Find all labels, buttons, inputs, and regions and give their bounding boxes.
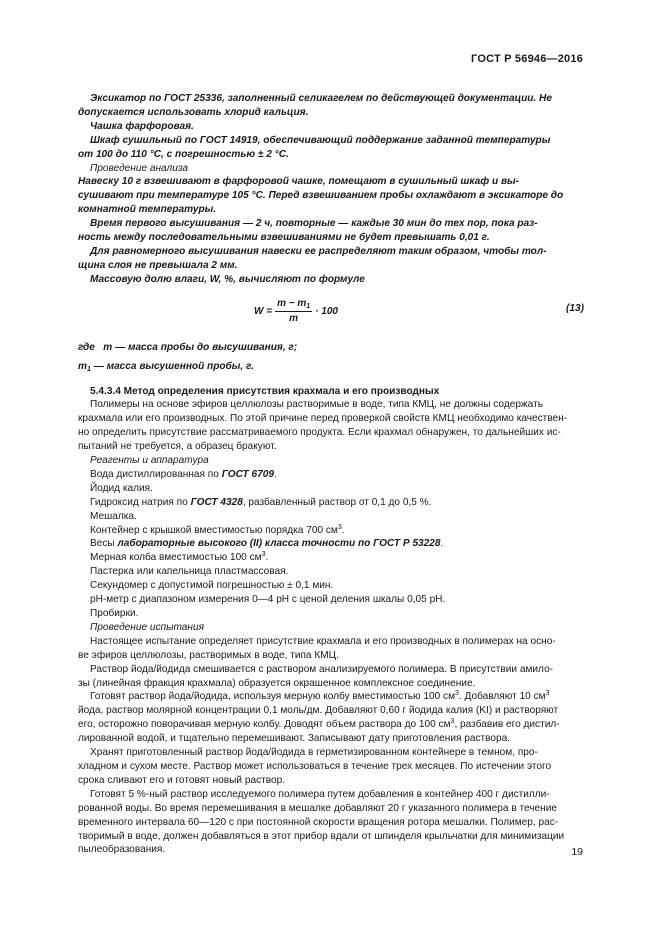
reagent-text: Контейнер с крышкой вместимостью порядка 700 см: [90, 524, 338, 536]
text-line: Полимеры на основе эфиров целлюлозы растворимые в воде, типа КМЦ, не должны содержать: [90, 399, 543, 411]
text-line: крахмала или его производных. По этой причине перед проверкой свойств КМЦ необходимо качествен-: [78, 413, 568, 425]
reagent-item: Пастерка или капельница пластмассовая.: [90, 566, 289, 578]
starch-method-section: [78, 385, 584, 858]
text-line: щина слоя не превышала 2 мм.: [78, 259, 238, 271]
reagent-item: рН-метр с диапазоном измерения 0—4 рН с ценой деления шкалы 0,05 рН.: [90, 594, 446, 606]
formula-multiplier: · 100: [315, 305, 338, 317]
numerator-text: m − m: [277, 298, 307, 310]
text-span: Готовят раствор йода/йодида, используя мерную колбу вместимостью 100 см: [90, 691, 456, 703]
page-number: 19: [571, 846, 583, 858]
formula-lhs: W =: [254, 305, 273, 317]
text-line: но определить присутствие рассматриваемого продукта. Если крахмал обнаружен, то дальнейших ис-: [78, 427, 561, 439]
reagent-item: [78, 496, 584, 510]
reagent-item: [78, 551, 584, 565]
reagent-item: Мешалка.: [90, 510, 137, 522]
reagent-item: Пробирки.: [90, 608, 139, 619]
reagent-text: Вода дистиллированная по: [90, 468, 222, 480]
text-line: Раствор йода/йодида смешивается с раствором анализируемого полимера. В присутствии амило-: [90, 663, 554, 675]
text-line: хладном и сухом месте. Раствор может использоваться в течение трех месяцев. По истечении этого: [78, 760, 552, 772]
legend-m: [78, 341, 584, 355]
text-line: пылеобразования.: [78, 844, 166, 856]
text-line: [78, 718, 584, 732]
moisture-method-block: [78, 92, 584, 287]
text-line: лированной водой, и тщательно перемешивают. Записывают дату приготовления раствора.: [78, 733, 511, 745]
page-content: [78, 92, 584, 857]
text-line: йода, раствор молярной концентрации 0,1 моль/дм. Добавляют 0,60 г йодида калия (KI) и растворяют: [78, 705, 559, 717]
reagent-punct: .: [265, 552, 269, 564]
subheading-analysis: Проведение анализа: [90, 162, 189, 174]
reagent-standard: лабораторные высокого (II) класса точности по ГОСТ Р 53228: [117, 538, 441, 550]
text-line: Хранят приготовленный раствор йода/йодида в герметизированном контейнере в темном, про-: [90, 747, 538, 759]
reagent-item: Секундомер с допустимой погрешностью ± 0,1 мин.: [90, 580, 334, 592]
reagent-text: , разбавленный раствор от 0,1 до 0,5 %.: [242, 496, 432, 508]
reagent-standard: ГОСТ 4328: [190, 496, 243, 508]
legend-description: — масса пробы до высушивания, г;: [115, 341, 298, 353]
reagent-item: [78, 524, 584, 538]
text-line: от 100 до 110 °С, с погрешностью ± 2 °С.: [78, 148, 289, 160]
reagent-item: [78, 537, 584, 551]
subheading-test: Проведение испытания: [90, 621, 204, 633]
legend-description: — масса высушенной пробы, г.: [93, 360, 255, 372]
text-span: , разбавив его дистил-: [454, 719, 560, 731]
superscript: 3: [337, 523, 342, 531]
legend-label: где: [78, 341, 95, 353]
text-line: Шкаф сушильный по ГОСТ 14919, обеспечивающий поддержание заданной температуры: [90, 134, 551, 146]
text-line: зы (линейная фракция крахмала) образуется окрашенное комплексное соединение.: [78, 677, 476, 689]
moisture-formula: [254, 295, 338, 329]
text-span: . Добавляют 10 см: [458, 691, 546, 703]
text-line: ве эфиров целлюлозы, растворимых в воде, типа КМЦ.: [78, 649, 339, 661]
reagent-punct: .: [341, 524, 345, 536]
text-line: пытаний не требуется, а образец бракуют.: [78, 441, 277, 453]
text-line: Навеску 10 г взвешивают в фарфоровой чашке, помещают в сушильный шкаф и вы-: [78, 176, 520, 188]
formula-denominator: m: [289, 313, 299, 325]
legend-symbol: m: [78, 360, 87, 372]
reagent-punct: .: [273, 468, 277, 480]
section-title: 5.4.3.4 Метод определения присутствия крахмала и его производных: [90, 385, 440, 397]
text-line: [78, 690, 584, 704]
legend-subscript: 1: [86, 365, 91, 373]
text-line: временного интервала 60—120 с при постоянной скорости вращения ротора мешалки. Полимер, рас-: [78, 816, 559, 828]
formula-fraction: [275, 298, 312, 325]
legend-m1: [78, 360, 584, 374]
text-line: рованной воды. Во время перемешивания в мешалке добавляют 20 г указанного полимера в течение: [78, 802, 557, 814]
reagent-text: Мерная колба вместимостью 100 см: [90, 552, 262, 564]
text-line: допускается использовать хлорид кальция.: [78, 106, 309, 118]
text-line: Время первого высушивания — 2 ч, повторные — каждые 30 мин до тех пор, пока раз-: [90, 218, 538, 230]
superscript: 3: [545, 690, 550, 698]
subheading-reagents: Реагенты и аппаратура: [90, 455, 209, 467]
text-line: Готовят 5 %-ный раствор исследуемого полимера путем добавления в контейнер 400 г дистилли-: [90, 788, 550, 800]
formula-13: [78, 295, 584, 335]
text-line: творимый в воде, должен добавляться в этот прибор вдали от шпинделя крыльчатки для минимизации: [78, 830, 565, 842]
text-line: Настоящее испытание определяет присутствие крахмала и его производных в полимерах на осно-: [90, 635, 556, 647]
reagent-item: [78, 468, 584, 482]
superscript: 3: [455, 690, 459, 698]
reagent-standard: ГОСТ 6709: [221, 468, 274, 480]
reagent-punct: .: [440, 538, 444, 550]
reagent-item: Йодид калия.: [90, 482, 153, 494]
text-line: Для равномерного высушивания навески ее распределяют таким образом, чтобы тол-: [90, 245, 547, 257]
superscript: 3: [450, 718, 455, 726]
text-span: его, осторожно поворачивая мерную колбу. Доводят объем раствора до 100 см: [78, 719, 451, 731]
formula-numerator: [275, 298, 312, 312]
text-line: комнатной температуры.: [78, 204, 217, 216]
legend-symbol: m: [103, 341, 113, 353]
standard-header: ГОСТ Р 56946—2016: [471, 53, 583, 65]
superscript: 3: [261, 551, 266, 559]
formula-number: (13): [566, 302, 584, 314]
text-line: Чашка фарфоровая.: [90, 120, 194, 132]
reagent-text: Гидроксид натрия по: [90, 496, 191, 508]
formula-legend: [78, 341, 584, 374]
text-line: Эксикатор по ГОСТ 25336, заполненный селикагелем по действующей документации. Не: [90, 93, 552, 104]
text-line: Массовую долю влаги, W, %, вычисляют по формуле: [90, 273, 365, 285]
numerator-subscript: 1: [306, 303, 311, 311]
text-line: ность между последовательными взвешиваниями не будет превышать 0,01 г.: [78, 232, 490, 244]
text-line: сушивают при температуре 105 °С. Перед взвешиванием пробы охлаждают в эксикаторе до: [78, 190, 564, 202]
reagent-text: Весы: [90, 538, 118, 550]
text-line: срока сливают его и готовят новый раствор.: [78, 774, 286, 786]
